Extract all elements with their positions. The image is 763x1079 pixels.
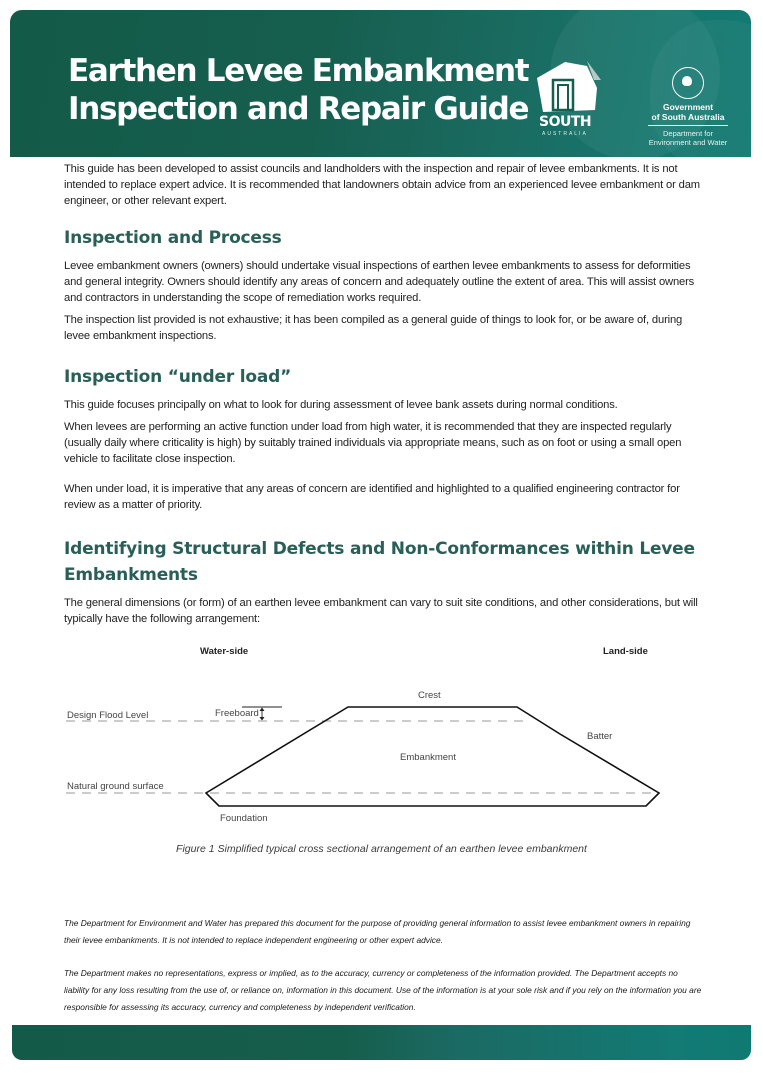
document-title [68,52,528,128]
label-water-side: Water-side [200,646,249,657]
south-australia-logo-icon [535,58,610,143]
label-natural-ground-surface: Natural ground surface [67,781,164,792]
dept-line-2: Environment and Water [648,138,728,147]
paragraph: When levees are performing an active function under load from high water, it is recommended that they are inspected regularly (usually daily where criticality is high) by suitably trained individuals via appropriate means, such as on foot or using a small open vehicle to facilitate close inspection. [64,421,682,465]
logo-australia-text: AUSTRALIA [542,131,588,137]
heading-under-load: Inspection “under load” [64,367,292,387]
section-structural-defects [64,595,704,627]
label-foundation: Foundation [220,813,268,824]
title-line-2: Inspection and Repair Guide [68,91,529,127]
piping-shrike-crest-icon [672,67,704,99]
section-under-load [64,397,704,513]
label-batter: Batter [587,731,613,742]
intro-text: This guide has been developed to assist councils and landholders with the inspection and repair of levee embankments. It is not intended to replace expert advice. It is recommended that landowners obtain advice from an experienced levee embankment or dam engineer, or other relevant expert. [64,163,700,207]
label-freeboard: Freeboard [215,708,259,719]
paragraph: This guide focuses principally on what to look for during assessment of levee bank assets during normal conditions. [64,399,618,411]
section-inspection-process [64,258,704,344]
heading-inspection-process: Inspection and Process [64,228,282,248]
label-land-side: Land-side [603,646,648,657]
dept-line-1: Department for [662,129,714,138]
logo-divider [648,125,728,126]
levee-cross-section-svg [0,630,763,840]
sa-map-shape-icon [535,58,610,118]
figure-caption: Figure 1 Simplified typical cross sectional arrangement of an earthen levee embankment [176,843,587,855]
paragraph: When under load, it is imperative that any areas of concern are identified and highlighted to a qualified engineering contractor for review as a matter of priority. [64,483,680,511]
gov-line-1: Government [662,102,714,112]
logo-south-text: SOUTH [539,114,592,130]
page-footer-banner [12,1025,751,1060]
disclaimer-paragraph-1: The Department for Environment and Water has prepared this document for the purpose of providing general information to assist levee embankment owners in repairing their levee embankments. It is not intended to replace independent engineering or other expert advice. [64,918,691,945]
title-line-1: Earthen Levee Embankment [68,53,529,89]
paragraph: The general dimensions (or form) of an earthen levee embankment can vary to suit site conditions, and other considerations, but will typically have the following arrangement: [64,597,698,625]
heading-structural-defects: Identifying Structural Defects and Non-Conformances within Levee Embankments [64,539,695,585]
page-header-banner [10,10,751,157]
label-design-flood-level: Design Flood Level [67,710,149,721]
intro-paragraph [64,161,704,209]
levee-cross-section-diagram [0,630,763,840]
disclaimer-paragraph-2: The Department makes no representations, express or implied, as to the accuracy, currency or completeness of the information provided. The Department accepts no liability for any loss resulting from the use of, or reliance on, information in this document. Use of the information is at your sole risk and if you rely on the information you are responsible for assessing its accuracy, currency and completeness by independent verification. [64,968,702,1012]
label-embankment: Embankment [400,752,456,763]
paragraph: Levee embankment owners (owners) should undertake visual inspections of earthen levee embankments to assess for deformities and general integrity. Owners should identify any areas of concern and adequately outline the extent of area. This will assist owners and contractors in understanding the scope of remediation works required. [64,260,695,304]
government-sa-logo [628,67,748,147]
label-crest: Crest [418,690,441,701]
gov-line-2: of South Australia [651,112,725,122]
paragraph: The inspection list provided is not exhaustive; it has been compiled as a general guide of things to look for, or be aware of, during levee embankment inspections. [64,314,683,342]
